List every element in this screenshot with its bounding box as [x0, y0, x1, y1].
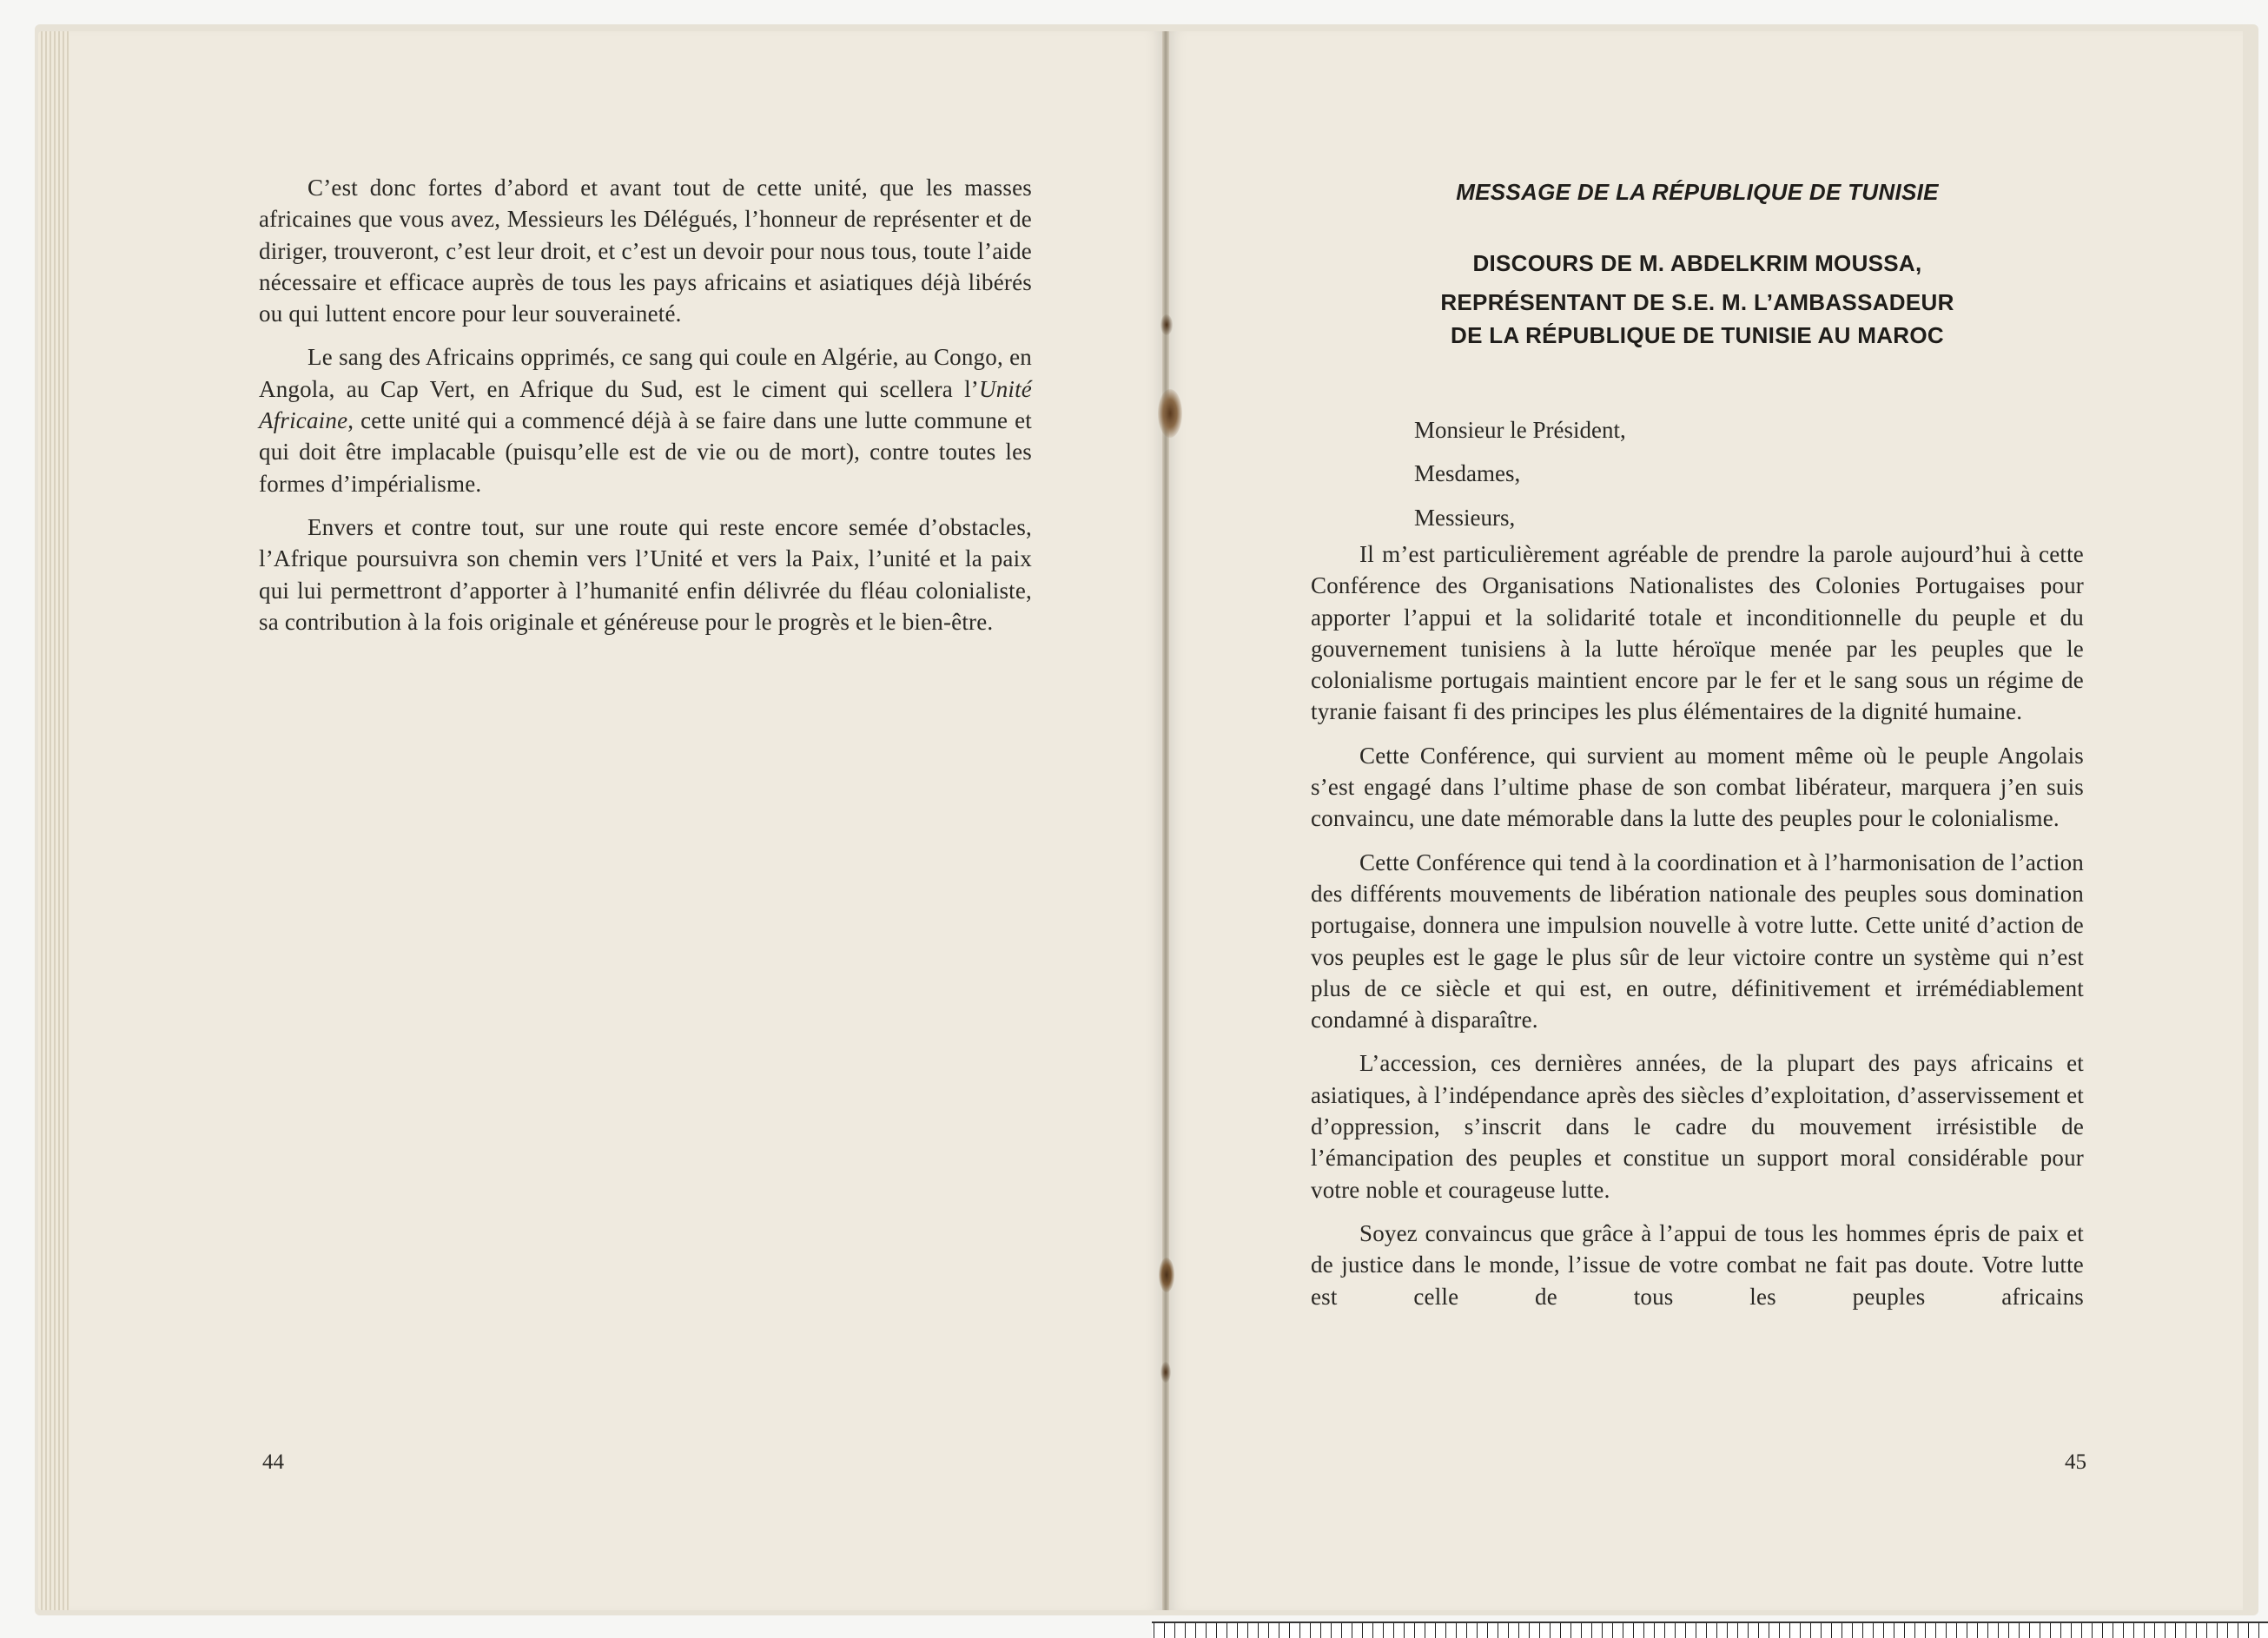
binding-stain	[1160, 314, 1173, 335]
speech-heading-line: DE LA RÉPUBLIQUE DE TUNISIE AU MAROC	[1451, 322, 1944, 348]
paragraph: Il m’est particulièrement agréable de prendre la parole aujourd’hui à cette Conférence des Organisations Nationalistes des Colonies Portugaises pour apporter l’appui et la solidarité totale et inconditionnelle du peuple et du gouvernement tunisiens à la lutte héroïque menée par les peuples que le colonialisme portugais maintient encore par le fer et le sang sous un régime de tyranie faisant fi des principes les plus élémentaires de la dignité humaine.	[1311, 541, 2084, 725]
paragraph: Envers et contre tout, sur une route qui reste encore semée d’obstacles, l’Afrique poursuivra son chemin vers l’Unité et vers la Paix, l’unité et la paix qui lui permettront d’apporter à l’humanité enfin délivrée du fléau colonialiste, sa contribution à la fois originale et généreuse pour le progrès et le bien-être.	[259, 513, 1032, 635]
speech-heading-line: REPRÉSENTANT DE S.E. M. L’AMBASSADEUR	[1440, 289, 1954, 315]
paragraph-text: Le sang des Africains opprimés, ce sang qui coule en Algérie, au Congo, en Angola, au Cap Vert, en Afrique du Sud, est le ciment qui scellera l’	[259, 344, 1032, 402]
paragraph: Cette Conférence qui tend à la coordination et à l’harmonisation de l’action des différents mouvements de libération nationale des peuples sous domination portugaise, donnera une impulsion nouvelle à votre lutte. Cette unité d’action de vos peuples est le gage le plus sûr de leur victoire contre un système qui n’est plus de ce siècle et qui est, en outre, définitivement et irrémédiablement condamné à disparaître.	[1311, 849, 2084, 1034]
left-page-body	[259, 172, 1032, 650]
paragraph: C’est donc fortes d’abord et avant tout de cette unité, que les masses africaines que vous avez, Messieurs les Délégués, l’honneur de représenter et de diriger, trouveront, c’est leur droit, et c’est un devoir pour nous tous, toute l’aide nécessaire et efficace auprès de tous les pays africains et asiatiques déjà libérés ou qui luttent encore pour leur souveraineté.	[259, 175, 1032, 327]
italic-phrase: Unité Africaine	[259, 375, 1032, 434]
binding-stain	[1159, 1258, 1174, 1292]
paragraph: Soyez convaincus que grâce à l’appui de tous les hommes épris de paix et de justice dans le monde, l’issue de votre combat ne fait pas doute. Votre lutte est celle de tous les peuples africains	[1311, 1219, 2084, 1310]
salutation: Mesdames,	[1414, 460, 1521, 486]
paragraph-text: , cette unité qui a commencé déjà à se faire dans une lutte commune et qui doit être implacable (puisqu’elle est de vie ou de mort), contre toutes les formes d’impérialisme.	[259, 407, 1032, 497]
scale-ruler	[1152, 1621, 2268, 1638]
speech-heading-line: DISCOURS DE M. ABDELKRIM MOUSSA,	[1472, 250, 1922, 276]
page-number: 45	[2065, 1450, 2086, 1474]
paragraph: Cette Conférence, qui survient au moment même où le peuple Angolais s’est engagé dans l’ultime phase de son combat libérateur, marquera j’en suis convaincu, une date mémorable dans la lutte des peuples pour le colonialisme.	[1311, 742, 2084, 832]
binding-stain	[1160, 1362, 1171, 1383]
paragraph: L’accession, ces dernières années, de la plupart des pays africains et asiatiques, à l’indépendance après des siècles d’exploitation, d’asservissement et d’oppression, s’inscrit dans le cadre du mouvement irrésistible de l’émancipation des peuples et constitue un support moral considérable pour votre noble et courageuse lutte.	[1311, 1050, 2084, 1203]
page-number: 44	[262, 1450, 284, 1474]
binding-stain	[1158, 389, 1182, 438]
salutation: Monsieur le Président,	[1414, 417, 1626, 443]
paragraph	[259, 341, 1032, 499]
salutation: Messieurs,	[1414, 505, 1516, 531]
message-heading: MESSAGE DE LA RÉPUBLIQUE DE TUNISIE	[1456, 179, 1939, 205]
right-page-body	[1311, 538, 2084, 1324]
